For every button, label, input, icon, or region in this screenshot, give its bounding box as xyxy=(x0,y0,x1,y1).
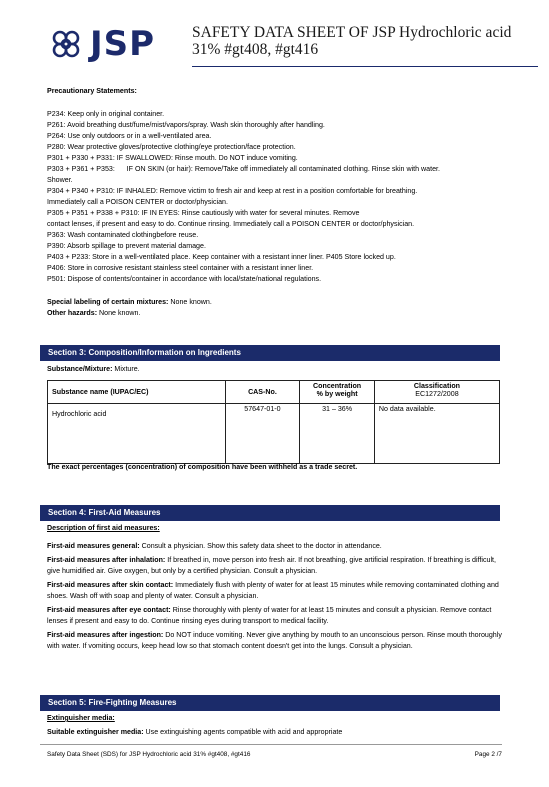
precautionary-statement: P303 + P361 + P353: IF ON SKIN (or hair): Remove/Take off immediately all contaminated clothing. Rinse skin with water. xyxy=(47,165,440,173)
logo-text: JSP xyxy=(90,24,156,64)
extinguisher-heading: Extinguisher media: xyxy=(47,714,115,722)
precautionary-statement: Immediately call a POISON CENTER or doctor/physician. xyxy=(47,198,228,206)
first-aid-item: First-aid measures after inhalation: If breathed in, move person into fresh air. If not breathing, give artificial respiration. If breathing is difficult, give humidified air. Give oxygen, but only by a certified physician. Consult a physician. xyxy=(47,556,496,575)
suitable-media: Suitable extinguisher media: Use extinguishing agents compatible with acid and appropriate xyxy=(47,728,343,736)
col-substance-name: Substance name (IUPAC/EC) xyxy=(48,381,226,404)
cell-concentration: 31 – 36% xyxy=(300,404,375,464)
table-row xyxy=(48,404,500,464)
precautionary-statement: Shower. xyxy=(47,176,73,184)
first-aid-item: First-aid measures after skin contact: Immediately flush with plenty of water for at least 15 minutes while removing contaminated clothing and shoes. Wash off with soap and plenty of water. Consult a physician. xyxy=(47,581,499,600)
section4-header: Section 4: First-Aid Measures xyxy=(40,505,500,521)
section3-header: Section 3: Composition/Information on Ingredients xyxy=(40,345,500,361)
cell-classification: No data available. xyxy=(374,404,499,464)
precautionary-statement: P280: Wear protective gloves/protective clothing/eye protection/face protection. xyxy=(47,143,296,151)
page-header xyxy=(40,14,510,70)
knot-icon xyxy=(46,24,86,64)
precautionary-statement: P403 + P233: Store in a well-ventilated place. Keep container with a resistant inner liner. P405 Store locked up. xyxy=(47,253,396,261)
section5-header: Section 5: Fire-Fighting Measures xyxy=(40,695,500,711)
precautionary-statement: P234: Keep only in original container. xyxy=(47,110,165,118)
precautionary-heading: Precautionary Statements: xyxy=(47,87,137,95)
precautionary-statement: P261: Avoid breathing dust/fume/mist/vapors/spray. Wash skin thoroughly after handling. xyxy=(47,121,325,129)
precautionary-statement: P406: Store in corrosive resistant stainless steel container with a resistant inner liner. xyxy=(47,264,314,272)
other-hazards: Other hazards: None known. xyxy=(47,309,141,317)
footer-rule xyxy=(40,744,502,745)
col-cas-no: CAS-No. xyxy=(225,381,300,404)
document-title: SAFETY DATA SHEET OF JSP Hydrochloric acid 31% #gt408, #gt416 xyxy=(192,24,512,58)
precautionary-list xyxy=(47,109,507,285)
cell-cas: 57647-01-0 xyxy=(225,404,300,464)
fire-fighting-block xyxy=(47,713,507,738)
precautionary-statement: P305 + P351 + P338 + P310: IF IN EYES: Rinse cautiously with water for several minutes. Remove xyxy=(47,209,360,217)
col-classification: Classification EC1272/2008 xyxy=(374,381,499,404)
first-aid-item: First-aid measures after ingestion: Do NOT induce vomiting. Never give anything by mouth to an unconscious person. Rinse mouth thoroughly with water. If vomiting occurs, keep head low so that stomach content doesn't get into the lungs. Consult a physician. xyxy=(47,631,502,650)
precautionary-statement: P390: Absorb spillage to prevent material damage. xyxy=(47,242,206,250)
substance-mixture: Substance/Mixture: Mixture. xyxy=(47,365,140,373)
precautionary-statement: contact lenses, if present and easy to do. Continue rinsing. Immediately call a POISON CENTER or doctor/physician. xyxy=(47,220,415,228)
first-aid-list xyxy=(47,541,507,652)
col-concentration: Concentration % by weight xyxy=(300,381,375,404)
precautionary-statement: P363: Wash contaminated clothingbefore reuse. xyxy=(47,231,199,239)
table-header-row xyxy=(48,381,500,404)
cell-substance: Hydrochloric acid xyxy=(48,404,226,464)
composition-note: The exact percentages (concentration) of composition have been withheld as a trade secret. xyxy=(47,463,358,471)
precautionary-block xyxy=(47,86,507,319)
precautionary-statement: P301 + P330 + P331: IF SWALLOWED: Rinse mouth. Do NOT induce vomiting. xyxy=(47,154,298,162)
footer-doc-title: Safety Data Sheet (SDS) for JSP Hydrochloric acid 31% #gt408, #gt416 xyxy=(47,751,251,758)
first-aid-block xyxy=(47,523,507,655)
precautionary-statement: P264: Use only outdoors or in a well-ventilated area. xyxy=(47,132,212,140)
page-number: Page 2 /7 xyxy=(474,751,502,758)
first-aid-item: First-aid measures after eye contact: Rinse thoroughly with plenty of water for at least 15 minutes and consult a physician. Remove contact lenses if present and easy to do. Continue rinsing eyes during transport to medical facility. xyxy=(47,606,492,625)
first-aid-item: First-aid measures general: Consult a physician. Show this safety data sheet to the doctor in attendance. xyxy=(47,542,382,550)
jsp-logo xyxy=(46,22,186,66)
precautionary-statement: P501: Dispose of contents/container in accordance with local/state/national regulations. xyxy=(47,275,322,283)
header-rule xyxy=(192,66,538,67)
precautionary-statement: P304 + P340 + P310: IF INHALED: Remove victim to fresh air and keep at rest in a position comfortable for breathing. xyxy=(47,187,418,195)
composition-table xyxy=(47,380,500,464)
special-labeling: Special labeling of certain mixtures: None known. xyxy=(47,298,212,306)
first-aid-desc-heading: Description of first aid measures: xyxy=(47,524,160,532)
